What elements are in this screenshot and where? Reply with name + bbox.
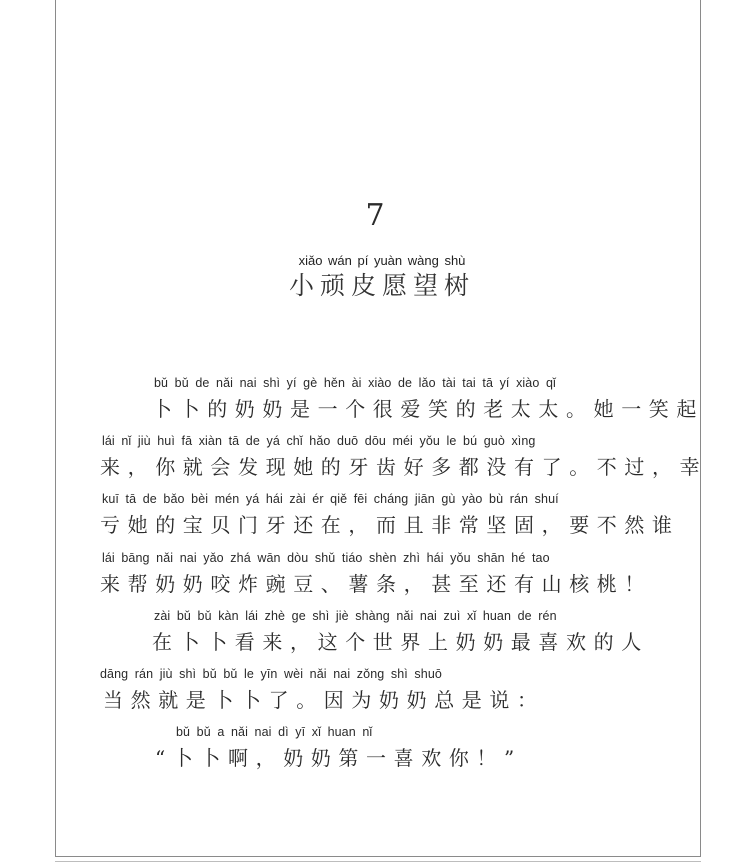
line-text: “卜卜啊，奶奶第一喜欢你！”	[155, 746, 522, 770]
line-pinyin: lái bāng nǎi nai yǎo zhá wān dòu shǔ tiáo shèn zhì hái yǒu shān hé tao	[102, 551, 550, 565]
line-text: 当然就是卜卜了。因为奶奶总是说：	[103, 688, 545, 712]
line-pinyin: bǔ bǔ de nǎi nai shì yí gè hěn ài xiào de lǎo tài tai tā yí xiào qǐ	[154, 376, 556, 390]
line-pinyin: kuī tā de bǎo bèi mén yá hái zài ér qiě fēi cháng jiān gù yào bù rán shuí	[102, 492, 559, 506]
line-text: 来帮奶奶咬炸豌豆、薯条，甚至还有山核桃！	[100, 572, 652, 596]
line-text: 来，你就会发现她的牙齿好多都没有了。不过，幸	[100, 455, 708, 479]
page-bottom-rule	[55, 861, 701, 862]
book-page	[55, 0, 701, 857]
chapter-number: 7	[365, 198, 385, 233]
chapter-title: 小顽皮愿望树	[288, 271, 475, 300]
line-text: 在卜卜看来，这个世界上奶奶最喜欢的人	[152, 630, 649, 654]
line-text: 卜卜的奶奶是一个很爱笑的老太太。她一笑起	[152, 397, 704, 421]
line-pinyin: dāng rán jiù shì bǔ bǔ le yīn wèi nǎi nai zǒng shì shuō	[100, 667, 442, 681]
line-pinyin: zài bǔ bǔ kàn lái zhè ge shì jiè shàng nǎi nai zuì xǐ huan de rén	[154, 609, 557, 623]
chapter-title-pinyin: xiǎo wán pí yuàn wàng shù	[298, 253, 466, 268]
line-pinyin: bǔ bǔ a nǎi nai dì yī xǐ huan nǐ	[176, 725, 373, 739]
line-text: 亏她的宝贝门牙还在，而且非常坚固，要不然谁	[100, 513, 680, 537]
line-pinyin: lái nǐ jiù huì fā xiàn tā de yá chǐ hǎo duō dōu méi yǒu le bú guò xìng	[102, 434, 536, 448]
